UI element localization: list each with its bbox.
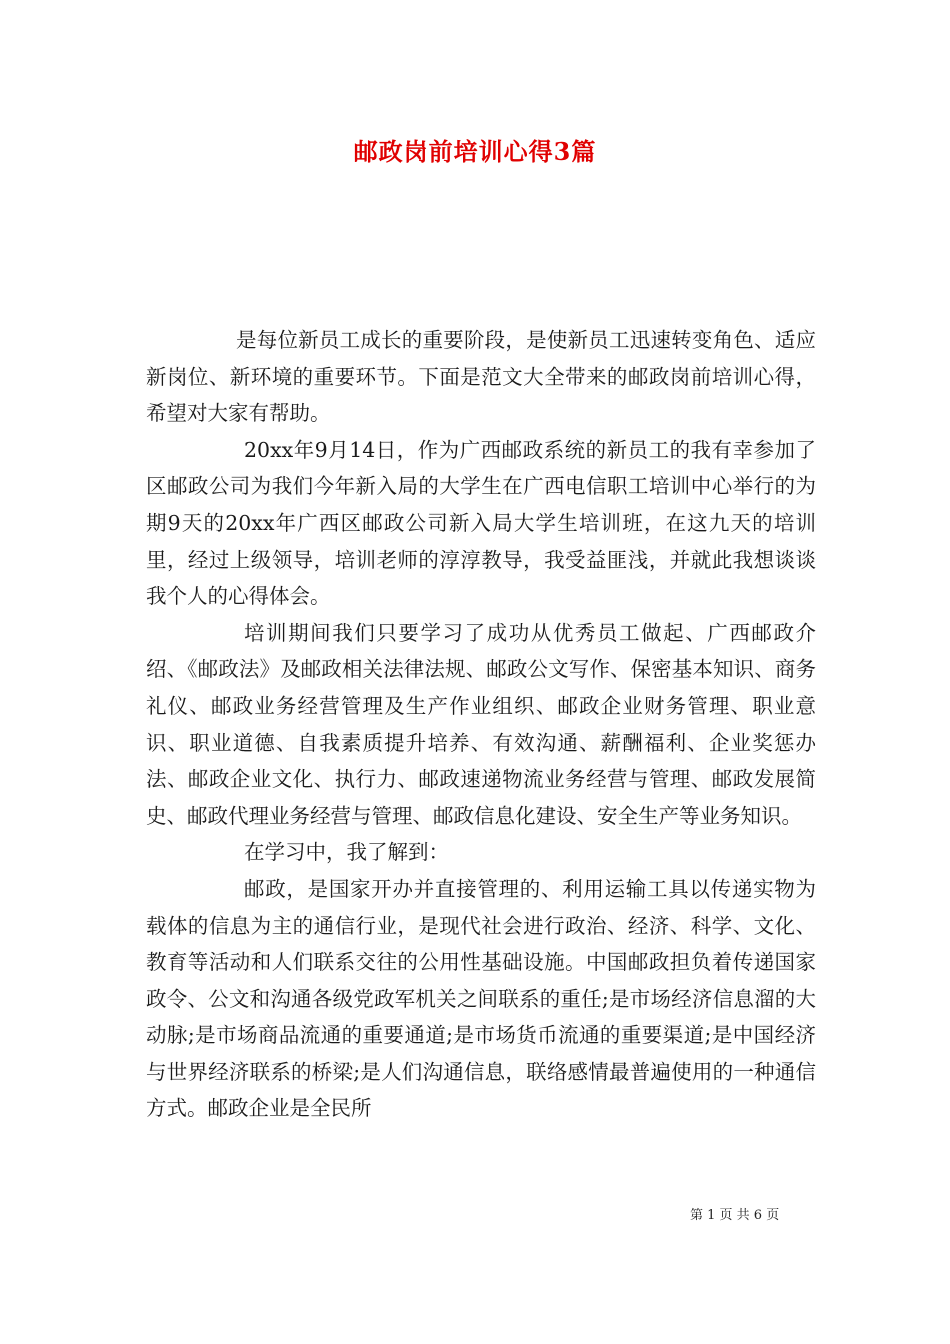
paragraph-postal-description: 邮政，是国家开办并直接管理的、利用运输工具以传递实物为载体的信息为主的通信行业，是现代社会进行政治、经济、科学、文化、教育等活动和人们联系交往的公用性基础设施。中国邮政担负着传递国家政令、公文和沟通各级党政军机关之间联系的重任;是市场经济信息溜的大动脉;是市场商品流通的重要通道;是市场货币流通的重要渠道;是中国经济与世界经济联系的桥梁;是人们沟通信息，联络感情最普遍使用的一种通信方式。邮政企业是全民所 <box>146 876 816 1121</box>
paragraph-learning-intro: 在学习中，我了解到： <box>244 840 449 865</box>
paragraph-training-date: 20xx年9月14日，作为广西邮政系统的新员工的我有幸参加了区邮政公司为我们今年新入局的大学生在广西电信职工培训中心举行的为期9天的20xx年广西区邮政公司新入局大学生培训班，在这九天的培训里，经过上级领导，培训老师的淳淳教导，我受益匪浅，并就此我想谈谈我个人的心得体会。 <box>146 437 816 609</box>
page-number-footer: 第 1 页 共 6 页 <box>690 1208 780 1223</box>
paragraph-intro: 是每位新员工成长的重要阶段，是使新员工迅速转变角色、适应新岗位、新环境的重要环节。下面是范文大全带来的邮政岗前培训心得，希望对大家有帮助。 <box>146 328 816 426</box>
paragraph-training-content: 培训期间我们只要学习了成功从优秀员工做起、广西邮政介绍、《邮政法》及邮政相关法律法规、邮政公文写作、保密基本知识、商务礼仪、邮政业务经营管理及生产作业组织、邮政企业财务管理、职业意识、职业道德、自我素质提升培养、有效沟通、薪酬福利、企业奖惩办法、邮政企业文化、执行力、邮政速递物流业务经营与管理、邮政发展简史、邮政代理业务经营与管理、邮政信息化建设、安全生产等业务知识。 <box>146 620 816 828</box>
document-body <box>146 322 816 1127</box>
document-title: 邮政岗前培训心得3篇 <box>353 137 597 166</box>
